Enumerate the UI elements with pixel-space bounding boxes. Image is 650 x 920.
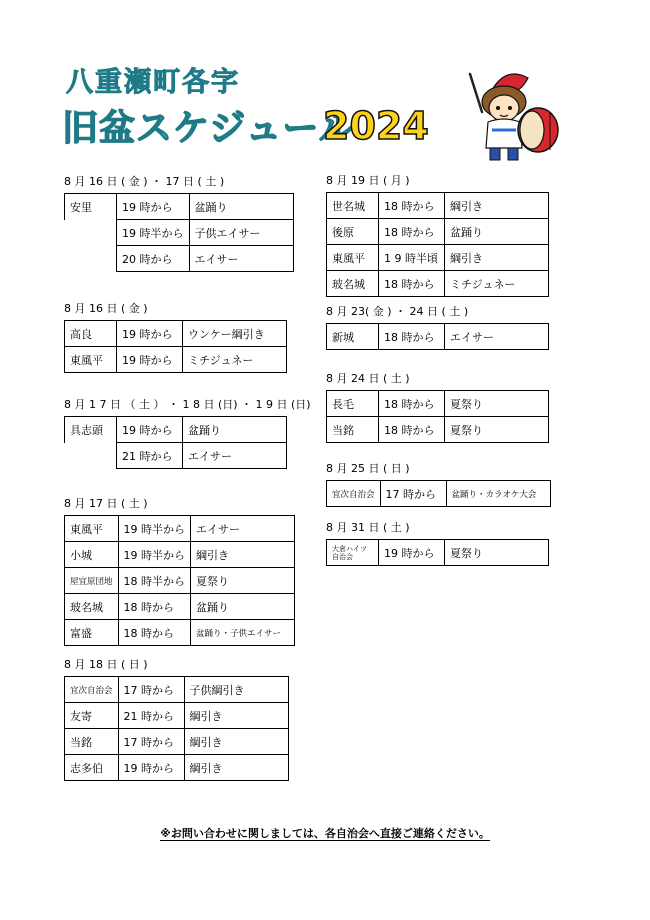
event-cell: 夏祭り [445,391,549,417]
table-row [327,219,549,245]
section-date-title: 8 月 25 日 ( 日 ) [326,462,410,475]
time-cell: 19 時半から [118,542,191,568]
table-row [327,417,549,443]
table-row [327,540,549,566]
section-date-title: 8 月 16 日 ( 金 ) ・ 17 日 ( 土 ) [64,175,225,188]
schedule-table [326,192,549,297]
table-row [65,677,289,703]
event-cell: 綱引き [184,729,288,755]
place-cell: 宜次自治会 [327,481,381,507]
event-cell: エイサー [189,246,293,272]
place-cell: 当銘 [65,729,119,755]
footer-text: ※お問い合わせに関しましては、各自治会へ直接ご連絡ください。 [160,827,490,840]
event-cell: 子供エイサー [189,220,293,246]
section-date-title: 8 月 23( 金 ) ・ 24 日 ( 土 ) [326,305,469,318]
event-cell: 夏祭り [445,540,549,566]
time-cell: 18 時から [379,391,445,417]
schedule-section-aug17 [64,497,295,646]
place-cell: 安里 [65,194,117,220]
event-cell: 綱引き [184,703,288,729]
event-cell: エイサー [445,324,549,350]
event-cell: 綱引き [184,755,288,781]
table-row [65,568,295,594]
time-cell: 17 時から [380,481,446,507]
schedule-table [64,193,294,272]
time-cell: 18 時半から [118,568,191,594]
header-schedule-title: 旧盆スケジュール [62,108,356,149]
table-row [65,594,295,620]
time-cell: 19 時から [117,347,183,373]
time-cell: 19 時から [379,540,445,566]
table-row [327,193,549,219]
event-cell: ミチジュネー [445,271,549,297]
place-cell: 具志頭 [65,417,117,443]
time-cell: 18 時から [379,193,445,219]
time-cell: 17 時から [118,677,184,703]
schedule-section-aug16 [64,302,287,373]
table-row [65,194,294,220]
table-row [65,347,287,373]
footer-contact-note [0,825,650,841]
place-cell: 長毛 [327,391,379,417]
schedule-section-aug17-19 [64,398,311,469]
time-cell: 21 時から [118,703,184,729]
place-cell [65,246,117,272]
event-cell: 盆踊り・カラオケ大会 [446,481,550,507]
event-cell: 綱引き [191,542,295,568]
place-cell: 新城 [327,324,379,350]
table-row [327,481,551,507]
schedule-section-aug24 [326,372,549,443]
event-cell: 盆踊り [183,417,287,443]
place-cell: 屋宜原団地 [65,568,119,594]
section-date-title: 8 月 17 日 ( 土 ) [64,497,148,510]
place-cell: 当銘 [327,417,379,443]
time-cell: 18 時から [118,594,191,620]
table-row [65,542,295,568]
schedule-table [64,416,287,469]
table-row [327,324,549,350]
place-cell: 東風平 [65,516,119,542]
table-row [65,703,289,729]
time-cell: 18 時から [118,620,191,646]
event-cell: エイサー [183,443,287,469]
table-row [65,620,295,646]
event-cell: ミチジュネー [183,347,287,373]
place-cell [65,443,117,469]
time-cell: 19 時から [118,755,184,781]
schedule-section-aug18 [64,658,289,781]
schedule-table [64,676,289,781]
schedule-table [326,539,549,566]
schedule-table [326,480,551,507]
event-cell: 夏祭り [445,417,549,443]
event-cell: 子供綱引き [184,677,288,703]
place-cell: 高良 [65,321,117,347]
table-row [65,516,295,542]
event-cell: 盆踊り [191,594,295,620]
event-cell: エイサー [191,516,295,542]
schedule-section-aug16-17 [64,175,294,272]
section-date-title: 8 月 31 日 ( 土 ) [326,521,410,534]
time-cell: 19 時から [117,194,190,220]
place-cell: 小城 [65,542,119,568]
schedule-table [326,390,549,443]
table-row [65,246,294,272]
place-cell: 大倉ハイツ自治会 [327,540,379,566]
time-cell: 21 時から [117,443,183,469]
place-cell [65,220,117,246]
table-row [327,271,549,297]
time-cell: 19 時半から [118,516,191,542]
place-cell: 東風平 [327,245,379,271]
schedule-table [64,515,295,646]
event-cell: 盆踊り [189,194,293,220]
table-row [65,220,294,246]
event-cell: ウンケー綱引き [183,321,287,347]
place-cell: 玻名城 [65,594,119,620]
schedule-table [326,323,549,350]
time-cell: 17 時から [118,729,184,755]
table-row [327,391,549,417]
section-date-title: 8 月 16 日 ( 金 ) [64,302,148,315]
section-date-title: 8 月 24 日 ( 土 ) [326,372,410,385]
place-cell: 玻名城 [327,271,379,297]
section-date-title: 8 月 18 日 ( 日 ) [64,658,148,671]
table-row [65,729,289,755]
place-cell: 志多伯 [65,755,119,781]
event-cell: 綱引き [445,193,549,219]
place-cell: 東風平 [65,347,117,373]
table-row [327,245,549,271]
place-cell: 後原 [327,219,379,245]
table-row [65,417,287,443]
schedule-table [64,320,287,373]
time-cell: 18 時から [379,219,445,245]
schedule-section-aug31 [326,521,549,566]
time-cell: 19 時から [117,417,183,443]
table-row [65,443,287,469]
event-cell: 綱引き [445,245,549,271]
header-year: 2024 [323,104,429,148]
event-cell: 盆踊り [445,219,549,245]
time-cell: 18 時から [379,271,445,297]
table-row [65,321,287,347]
event-cell: 盆踊り・子供エイサー [191,620,295,646]
schedule-section-aug23-24 [326,305,549,350]
time-cell: 18 時から [379,417,445,443]
schedule-section-aug19 [326,174,549,297]
time-cell: 20 時から [117,246,190,272]
place-cell: 富盛 [65,620,119,646]
time-cell: 19 時半から [117,220,190,246]
event-cell: 夏祭り [191,568,295,594]
place-cell: 世名城 [327,193,379,219]
section-date-title: 8 月 1 7 日 （ 土 ） ・ 1 8 日 (日) ・ 1 9 日 (日) [64,398,311,411]
table-row [65,755,289,781]
section-date-title: 8 月 19 日 ( 月 ) [326,174,410,187]
mascot-drummer-illustration [462,68,562,164]
schedule-section-aug25 [326,462,551,507]
place-cell: 友寄 [65,703,119,729]
time-cell: 19 時から [117,321,183,347]
header-town-title: 八重瀬町各字 [66,67,240,98]
time-cell: 18 時から [379,324,445,350]
time-cell: 1 9 時半頃 [379,245,445,271]
place-cell: 宜次自治会 [65,677,119,703]
